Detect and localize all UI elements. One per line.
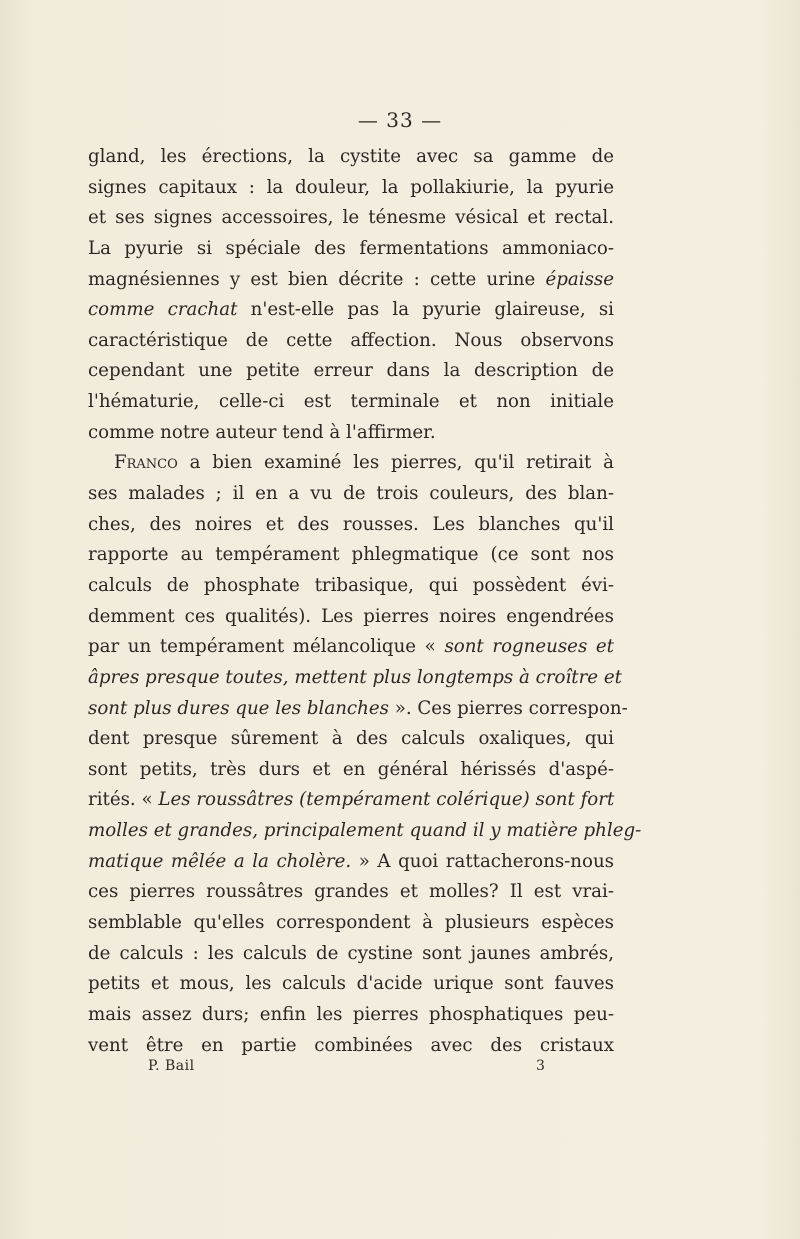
text-line: sont petits, très durs et en général hérissés d'aspé- (88, 758, 614, 780)
text-line: Franco a bien examiné les pierres, qu'il retirait à (114, 452, 614, 474)
text-line: par un tempérament mélancolique « sont rogneuses et (88, 636, 614, 658)
text-line: magnésiennes y est bien décrite : cette urine épaisse (88, 268, 614, 290)
text-line: rités. « Les roussâtres (tempérament colérique) sont fort (88, 789, 615, 811)
printer-signature: P. Bail (148, 1058, 195, 1074)
text-line: l'hématurie, celle-ci est terminale et non initiale (88, 391, 614, 413)
text-line: semblable qu'elles correspondent à plusieurs espèces (88, 912, 614, 934)
text-line: ches, des noires et des rousses. Les blanches qu'il (88, 513, 614, 535)
author-name: Franco (114, 452, 178, 474)
text-line: rapporte au tempérament phlegmatique (ce sont nos (88, 544, 614, 566)
text-line: La pyurie si spéciale des fermentations ammoniaco- (88, 237, 614, 259)
text-line: calculs de phosphate tribasique, qui possèdent évi- (88, 574, 614, 596)
text-line: comme notre auteur tend à l'affirmer. (88, 421, 436, 443)
text-line: âpres presque toutes, mettent plus longtemps à croître et (88, 666, 622, 688)
text-line: mais assez durs; enfin les pierres phosphatiques peu- (88, 1003, 614, 1025)
text-line: gland, les érections, la cystite avec sa gamme de (88, 146, 614, 167)
text-line: matique mêlée a la cholère. » A quoi rattacherons-nous (88, 850, 615, 872)
text-line: ces pierres roussâtres grandes et molles? Il est vrai- (88, 881, 614, 903)
text-line: vent être en partie combinées avec des cristaux (88, 1034, 614, 1056)
text-line: demment ces qualités). Les pierres noires engendrées (88, 605, 614, 627)
text-line: petits et mous, les calculs d'acide urique sont fauves (88, 973, 614, 995)
text-line: de calculs : les calculs de cystine sont jaunes ambrés, (88, 942, 614, 964)
text-line: dent presque sûrement à des calculs oxaliques, qui (88, 728, 614, 750)
sheet-number: 3 (536, 1058, 546, 1074)
text-line: signes capitaux : la douleur, la pollakiurie, la pyurie (88, 176, 614, 198)
text-line: sont plus dures que les blanches ». Ces pierres correspon- (88, 697, 628, 719)
body-text (88, 142, 642, 1061)
text-line: cependant une petite erreur dans la description de (88, 360, 614, 382)
text-line: comme crachat n'est-elle pas la pyurie glaireuse, si (88, 299, 614, 321)
text-line: et ses signes accessoires, le ténesme vésical et rectal. (88, 207, 614, 229)
text-line: ses malades ; il en a vu de trois couleurs, des blan- (88, 483, 614, 505)
text-line: caractéristique de cette affection. Nous observons (88, 329, 614, 351)
page-number: — 33 — (357, 108, 443, 132)
text-line: molles et grandes, principalement quand il y matière phleg- (88, 820, 642, 842)
